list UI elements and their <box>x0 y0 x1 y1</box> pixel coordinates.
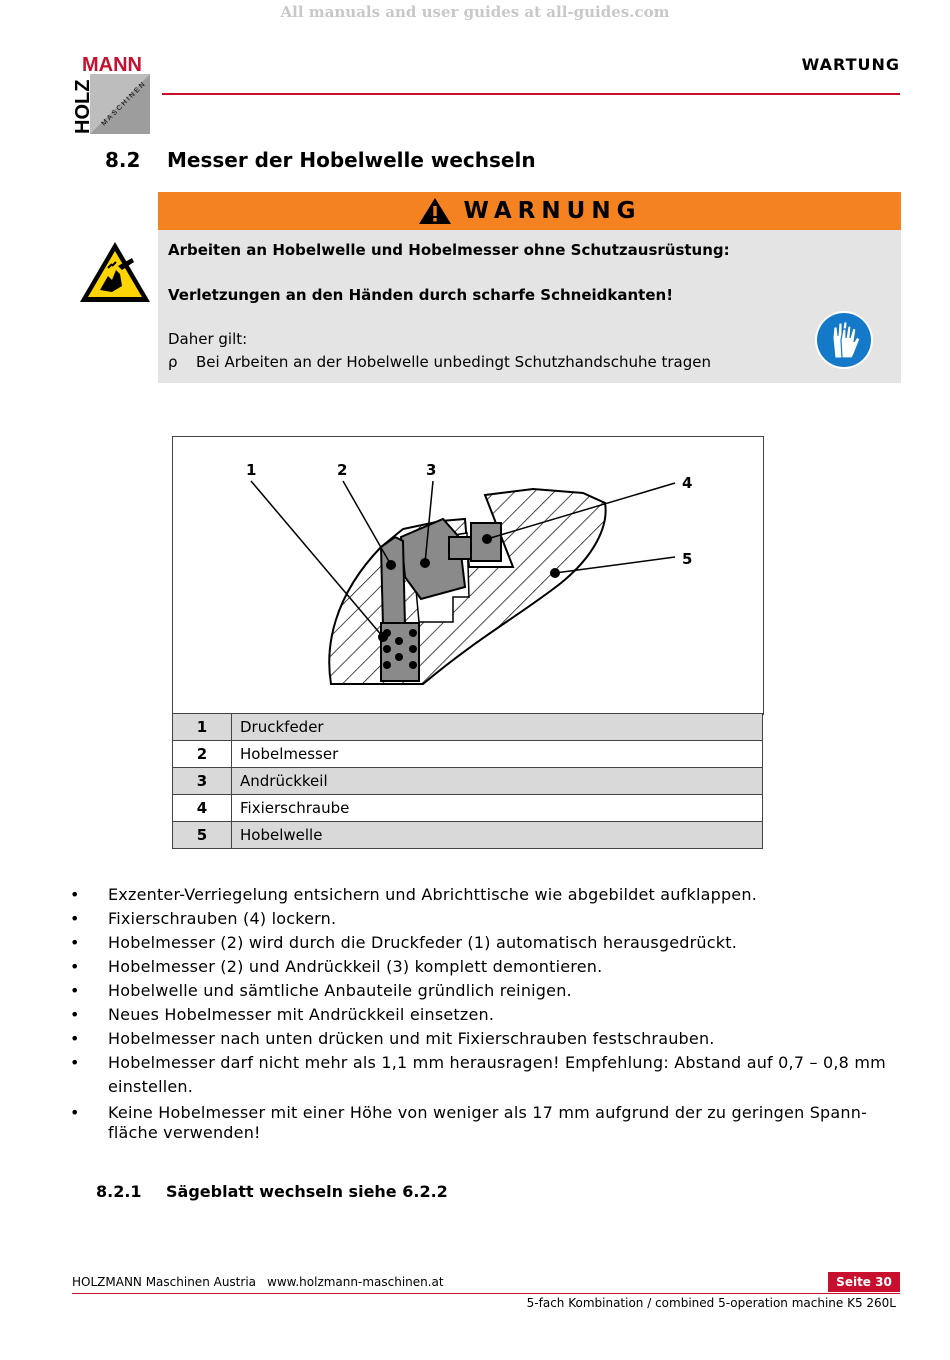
legend-label: Hobelmesser <box>232 741 763 768</box>
subsection-text: Sägeblatt wechseln siehe 6.2.2 <box>166 1182 448 1201</box>
cutterhead-figure <box>172 436 764 715</box>
page-title <box>105 148 536 172</box>
figure-label-2: 2 <box>337 461 348 479</box>
list-item: • Keine Hobelmesser mit einer Höhe von weniger als 17 mm aufgrund der zu geringen Spann-fläche verwenden! <box>70 1103 900 1143</box>
list-item: • Hobelmesser (2) wird durch die Druckfeder (1) automatisch herausgedrückt. <box>70 931 900 955</box>
legend-number: 4 <box>173 795 232 822</box>
list-item: • Hobelmesser darf nicht mehr als 1,1 mm herausragen! Empfehlung: Abstand auf 0,7 – 0,8 mm einstellen. <box>70 1051 900 1099</box>
logo-maschinen: MASCHINEN <box>100 80 148 128</box>
section-label: WARTUNG <box>801 55 900 74</box>
list-item: • Hobelwelle und sämtliche Anbauteile gründlich reinigen. <box>70 979 900 1003</box>
figure-label-5: 5 <box>682 550 693 568</box>
legend-row <box>173 795 763 822</box>
logo-mann: MANN <box>82 54 142 76</box>
warning-line-2: Verletzungen an den Händen durch scharfe Schneidkanten! <box>168 286 674 304</box>
footer-page-number: Seite 30 <box>828 1272 900 1292</box>
warning-body <box>158 230 901 383</box>
list-item: • Exzenter-Verriegelung entsichern und Abrichttische wie abgebildet aufklappen. <box>70 883 900 907</box>
footer-rule <box>72 1293 900 1294</box>
legend-table <box>172 713 763 849</box>
subsection-heading <box>96 1182 448 1201</box>
figure-label-3: 3 <box>426 461 437 479</box>
legend-label: Andrückkeil <box>232 768 763 795</box>
legend-label: Fixierschraube <box>232 795 763 822</box>
legend-number: 1 <box>173 714 232 741</box>
figure-label-4: 4 <box>682 474 693 492</box>
list-item: • Neues Hobelmesser mit Andrückkeil einsetzen. <box>70 1003 900 1027</box>
legend-row <box>173 768 763 795</box>
subsection-number: 8.2.1 <box>96 1182 142 1201</box>
watermark: All manuals and user guides at all-guides.com <box>280 3 670 21</box>
legend-label: Druckfeder <box>232 714 763 741</box>
list-item: • Fixierschrauben (4) lockern. <box>70 907 900 931</box>
legend-number: 3 <box>173 768 232 795</box>
legend-number: 5 <box>173 822 232 849</box>
warning-line-1: Arbeiten an Hobelwelle und Hobelmesser ohne Schutzausrüstung: <box>168 241 730 259</box>
legend-row <box>173 741 763 768</box>
holzmann-logo <box>70 52 160 136</box>
header-rule <box>162 93 900 95</box>
warning-banner <box>158 192 901 230</box>
legend-number: 2 <box>173 741 232 768</box>
legend-label: Hobelwelle <box>232 822 763 849</box>
hand-cut-hazard-icon <box>78 240 152 304</box>
instruction-list <box>70 883 900 1143</box>
warning-bullet: Bei Arbeiten an der Hobelwelle unbedingt Schutzhandschuhe tragen <box>196 353 712 371</box>
figure-label-1: 1 <box>246 461 257 479</box>
warning-bullet-symbol: ρ <box>168 353 178 371</box>
title-text: Messer der Hobelwelle wechseln <box>167 148 536 172</box>
legend-row <box>173 714 763 741</box>
footer-url[interactable]: www.holzmann-maschinen.at <box>267 1275 444 1289</box>
logo-holz: HOLZ <box>72 79 94 134</box>
planer-knife <box>381 537 405 627</box>
footer-product: 5-fach Kombination / combined 5-operation machine K5 260L <box>526 1296 896 1310</box>
legend-row <box>173 822 763 849</box>
gloves-required-icon <box>814 310 874 370</box>
title-number: 8.2 <box>105 148 141 172</box>
warning-triangle-icon <box>418 197 452 225</box>
list-item: • Hobelmesser (2) und Andrückkeil (3) komplett demontieren. <box>70 955 900 979</box>
footer-company: HOLZMANN Maschinen Austria <box>72 1275 257 1289</box>
cutterhead-diagram <box>173 437 763 715</box>
warning-line-3: Daher gilt: <box>168 330 248 348</box>
warning-banner-text: WARNUNG <box>463 198 642 224</box>
list-item: • Hobelmesser nach unten drücken und mit Fixierschrauben festschrauben. <box>70 1027 900 1051</box>
